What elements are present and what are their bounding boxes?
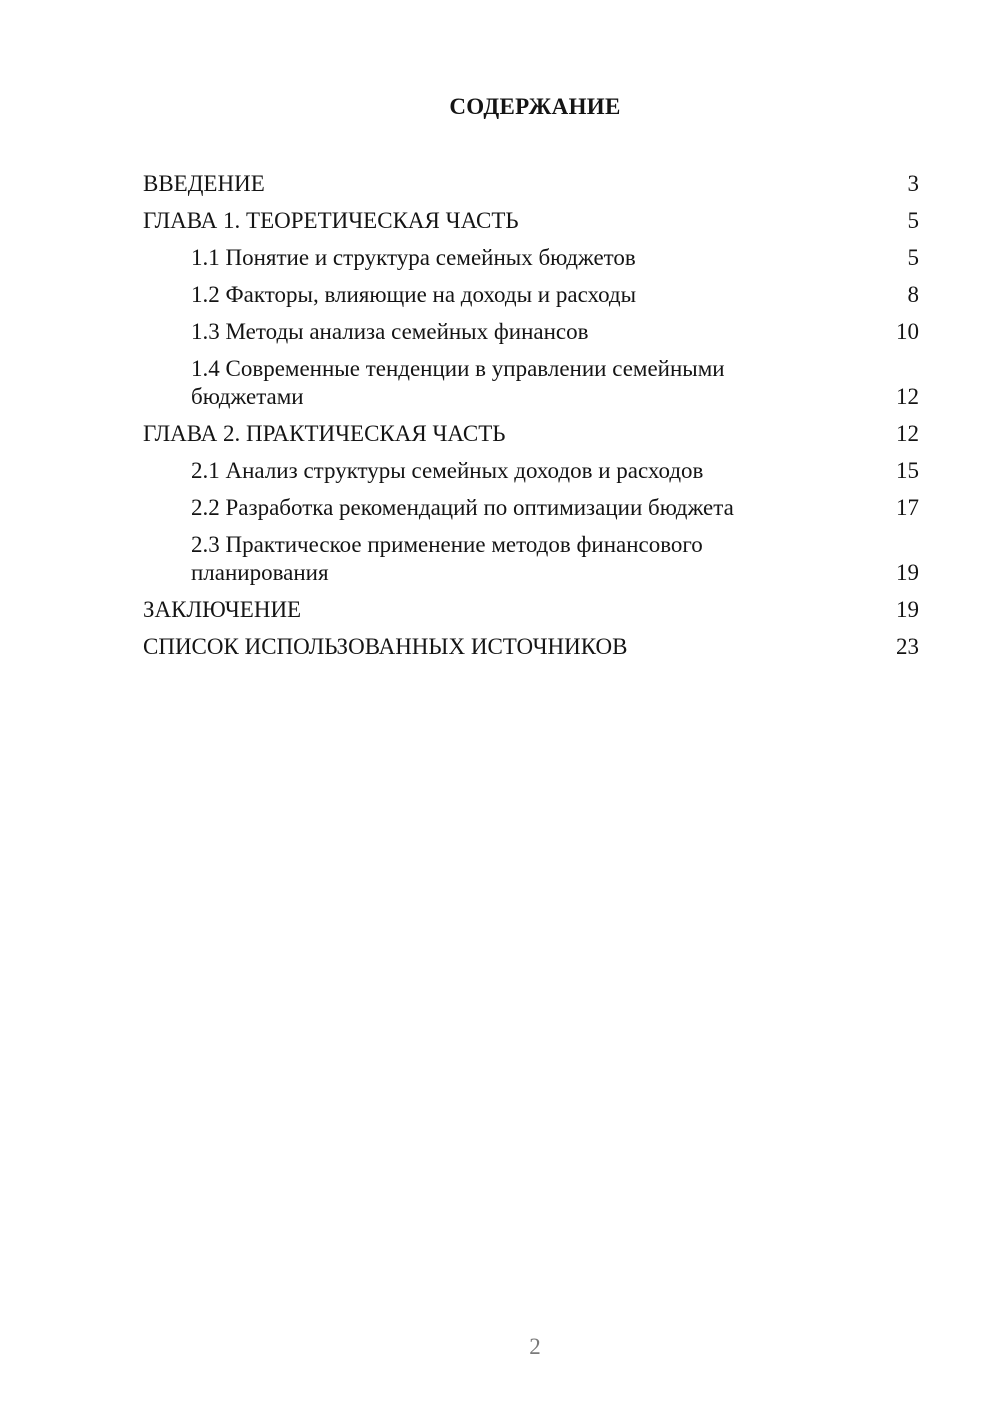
toc-entry-page: 5 (907, 245, 919, 270)
toc-entry-page: 15 (896, 458, 919, 483)
toc-entry-conclusion (143, 596, 919, 624)
toc-entry-page: 8 (907, 282, 919, 307)
toc-entry-text: ВВЕДЕНИЕ (143, 171, 265, 196)
toc-entry-chapter-1 (143, 207, 919, 235)
toc-entry-page: 3 (907, 171, 919, 196)
toc-entry-section-1-3 (143, 318, 919, 346)
page-title: СОДЕРЖАНИЕ (449, 94, 621, 119)
toc-entry-text: 2.1 Анализ структуры семейных доходов и расходов (191, 458, 704, 483)
toc-entry-section-1-2 (143, 281, 919, 309)
toc-entry-page: 19 (896, 597, 919, 622)
toc-entry-page: 17 (896, 495, 919, 520)
toc-entry-section-2-2 (143, 494, 919, 522)
toc-entry-chapter-2 (143, 420, 919, 448)
toc-entry-references (143, 633, 919, 661)
toc-entry-text: 2.3 Практическое применение методов финансового планирования (191, 532, 703, 585)
toc-entry-section-1-1 (143, 244, 919, 272)
toc-entry-text: 1.4 Современные тенденции в управлении семейными бюджетами (191, 356, 725, 409)
toc-entry-page: 19 (896, 560, 919, 585)
toc-entry-section-2-1 (143, 457, 919, 485)
toc-entry-section-1-4 (143, 355, 919, 411)
toc-entry-text: ЗАКЛЮЧЕНИЕ (143, 597, 302, 622)
page-number: 2 (529, 1334, 541, 1359)
toc-entry-text: 1.3 Методы анализа семейных финансов (191, 319, 589, 344)
toc-entry-section-2-3 (143, 531, 919, 587)
toc-entry-text: СПИСОК ИСПОЛЬЗОВАННЫХ ИСТОЧНИКОВ (143, 634, 628, 659)
toc-entry-page: 10 (896, 319, 919, 344)
table-of-contents (143, 170, 919, 670)
toc-entry-text: 2.2 Разработка рекомендаций по оптимизации бюджета (191, 495, 734, 520)
toc-entry-page: 23 (896, 634, 919, 659)
toc-entry-text: 1.2 Факторы, влияющие на доходы и расходы (191, 282, 637, 307)
toc-entry-page: 5 (907, 208, 919, 233)
toc-entry-introduction (143, 170, 919, 198)
toc-entry-text: ГЛАВА 2. ПРАКТИЧЕСКАЯ ЧАСТЬ (143, 421, 506, 446)
toc-entry-text: ГЛАВА 1. ТЕОРЕТИЧЕСКАЯ ЧАСТЬ (143, 208, 519, 233)
toc-entry-page: 12 (896, 421, 919, 446)
toc-entry-page: 12 (896, 384, 919, 409)
toc-entry-text: 1.1 Понятие и структура семейных бюджетов (191, 245, 636, 270)
